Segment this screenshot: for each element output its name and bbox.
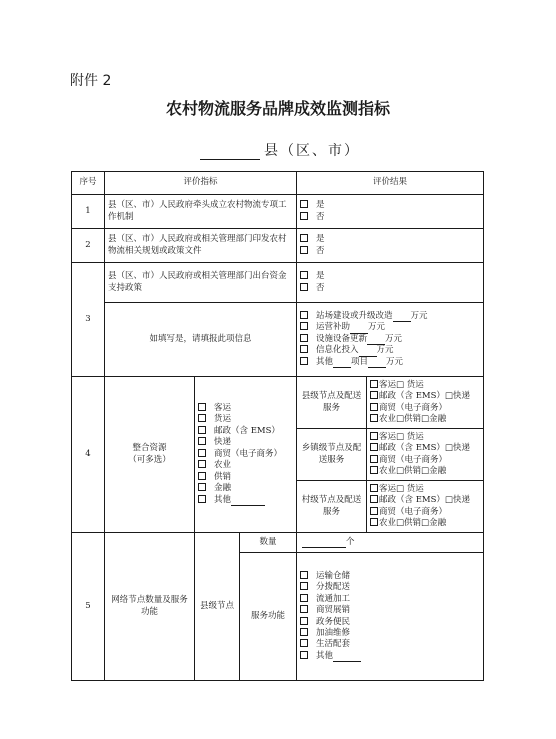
checkbox[interactable] bbox=[300, 345, 308, 353]
result-options bbox=[297, 229, 484, 263]
yes-label: 是 bbox=[316, 200, 325, 211]
funding-items bbox=[297, 303, 484, 377]
resource-options bbox=[195, 377, 297, 533]
function-item: 其他 bbox=[316, 650, 334, 661]
checkbox[interactable] bbox=[300, 311, 308, 319]
count-label: 数量 bbox=[240, 533, 297, 553]
page-title: 农村物流服务品牌成效监测指标 bbox=[165, 99, 390, 118]
count-cell bbox=[297, 533, 484, 553]
checkbox[interactable] bbox=[300, 234, 308, 242]
funding-item: 设施设备更新 bbox=[316, 333, 368, 344]
result-options bbox=[297, 263, 484, 303]
table-row bbox=[72, 533, 484, 553]
checkbox[interactable] bbox=[198, 472, 206, 480]
item-label: 项目 bbox=[351, 356, 369, 367]
function-label: 服务功能 bbox=[240, 553, 297, 681]
level-line: 邮政（含 EMS）□快递 bbox=[379, 443, 470, 454]
level-line: 商贸（电子商务） bbox=[379, 402, 448, 413]
count-blank[interactable] bbox=[302, 538, 346, 548]
checkbox[interactable] bbox=[300, 357, 308, 365]
checkbox[interactable] bbox=[300, 617, 308, 625]
level-line: 农业□供销□金融 bbox=[379, 465, 447, 476]
table-row bbox=[72, 377, 484, 429]
checkbox[interactable] bbox=[300, 246, 308, 254]
level-line: 商贸（电子商务） bbox=[379, 506, 448, 517]
function-item: 生活配套 bbox=[316, 639, 351, 650]
level-label: 村级节点及配送服务 bbox=[297, 481, 367, 533]
level-line: 邮政（含 EMS）□快递 bbox=[379, 391, 470, 402]
checkbox[interactable] bbox=[370, 518, 378, 526]
county-label: 县（区、市） bbox=[264, 143, 360, 159]
row-number: 5 bbox=[72, 533, 105, 681]
checkbox[interactable] bbox=[300, 639, 308, 647]
option-label: 快递 bbox=[214, 437, 232, 448]
resource-sub: （可多选） bbox=[128, 454, 171, 465]
checkbox[interactable] bbox=[370, 495, 378, 503]
checkbox[interactable] bbox=[300, 605, 308, 613]
level-label: 县级节点及配送服务 bbox=[297, 377, 367, 429]
item-blank[interactable] bbox=[333, 358, 351, 368]
count-unit: 个 bbox=[346, 536, 355, 547]
no-label: 否 bbox=[316, 245, 325, 256]
checkbox[interactable] bbox=[300, 271, 308, 279]
level-label: 乡镇级节点及配送服务 bbox=[297, 429, 367, 481]
attachment-label: 附件 2 bbox=[70, 73, 112, 89]
indicator-text: 县（区、市）人民政府牵头成立农村物流专项工作机制 bbox=[105, 195, 297, 229]
level-options bbox=[367, 377, 484, 429]
indicator-table bbox=[71, 171, 484, 681]
yes-label: 是 bbox=[316, 234, 325, 245]
indicator-text: 县（区、市）人民政府或相关管理部门出台资金支持政策 bbox=[105, 263, 297, 303]
checkbox[interactable] bbox=[300, 212, 308, 220]
checkbox[interactable] bbox=[300, 200, 308, 208]
amount-blank[interactable] bbox=[359, 347, 377, 357]
no-label: 否 bbox=[316, 211, 325, 222]
funding-item: 信息化投入 bbox=[316, 345, 359, 356]
checkbox[interactable] bbox=[370, 403, 378, 411]
level-line: 邮政（含 EMS）□快递 bbox=[379, 495, 470, 506]
level-line: 农业□供销□金融 bbox=[379, 413, 447, 424]
amount-blank[interactable] bbox=[368, 358, 386, 368]
node-label: 县级节点 bbox=[195, 533, 240, 681]
function-item: 运输仓储 bbox=[316, 570, 351, 581]
level-line: 客运□ 货运 bbox=[379, 431, 424, 442]
unit-label: 万元 bbox=[376, 345, 394, 356]
checkbox[interactable] bbox=[300, 571, 308, 579]
level-line: 商贸（电子商务） bbox=[379, 454, 448, 465]
function-item: 加油维修 bbox=[316, 627, 351, 638]
checkbox[interactable] bbox=[198, 449, 206, 457]
checkbox[interactable] bbox=[198, 403, 206, 411]
result-options bbox=[297, 195, 484, 229]
row-number: 2 bbox=[72, 229, 105, 263]
checkbox[interactable] bbox=[370, 507, 378, 515]
unit-label: 万元 bbox=[386, 356, 404, 367]
checkbox[interactable] bbox=[198, 437, 206, 445]
funding-item: 站场建设或升级改造 bbox=[316, 310, 393, 321]
checkbox[interactable] bbox=[370, 443, 378, 451]
option-label: 商贸（电子商务） bbox=[214, 448, 283, 459]
unit-label: 万元 bbox=[368, 322, 386, 333]
row-number: 3 bbox=[72, 263, 105, 377]
checkbox[interactable] bbox=[198, 495, 206, 503]
checkbox[interactable] bbox=[370, 391, 378, 399]
option-label: 供销 bbox=[214, 471, 232, 482]
checkbox[interactable] bbox=[300, 322, 308, 330]
table-row bbox=[72, 263, 484, 303]
no-label: 否 bbox=[316, 282, 325, 293]
level-line: 客运□ 货运 bbox=[379, 379, 424, 390]
network-label: 网络节点数量及服务功能 bbox=[105, 533, 195, 681]
checkbox[interactable] bbox=[198, 483, 206, 491]
checkbox[interactable] bbox=[300, 334, 308, 342]
table-row bbox=[72, 195, 484, 229]
county-blank[interactable] bbox=[200, 145, 260, 160]
checkbox[interactable] bbox=[300, 594, 308, 602]
row-number: 1 bbox=[72, 195, 105, 229]
fill-note: 如填写是，请填报此项信息 bbox=[105, 303, 297, 377]
checkbox[interactable] bbox=[370, 414, 378, 422]
table-row bbox=[72, 229, 484, 263]
checkbox[interactable] bbox=[300, 651, 308, 659]
option-label: 邮政（含 EMS） bbox=[214, 425, 280, 436]
checkbox[interactable] bbox=[198, 426, 206, 434]
checkbox[interactable] bbox=[300, 582, 308, 590]
checkbox[interactable] bbox=[198, 460, 206, 468]
checkbox[interactable] bbox=[300, 628, 308, 636]
function-options bbox=[297, 553, 484, 681]
funding-item: 其他 bbox=[316, 356, 334, 367]
amount-blank[interactable] bbox=[393, 312, 411, 322]
option-label: 其他 bbox=[214, 494, 232, 505]
function-item: 政务便民 bbox=[316, 616, 351, 627]
checkbox[interactable] bbox=[370, 466, 378, 474]
resource-label-cell bbox=[105, 377, 195, 533]
checkbox[interactable] bbox=[370, 484, 378, 492]
checkbox[interactable] bbox=[370, 455, 378, 463]
function-item: 流通加工 bbox=[316, 593, 351, 604]
level-line: 客运□ 货运 bbox=[379, 483, 424, 494]
option-label: 货运 bbox=[214, 414, 232, 425]
resource-label: 整合资源 bbox=[132, 443, 167, 454]
other-blank[interactable] bbox=[231, 496, 265, 506]
unit-label: 万元 bbox=[410, 310, 428, 321]
checkbox[interactable] bbox=[370, 432, 378, 440]
county-line bbox=[200, 140, 360, 160]
funding-item: 运营补助 bbox=[316, 322, 351, 333]
other-blank[interactable] bbox=[333, 652, 361, 662]
header-result: 评价结果 bbox=[297, 172, 484, 195]
header-indicator: 评价指标 bbox=[105, 172, 297, 195]
function-item: 分拨配送 bbox=[316, 582, 351, 593]
unit-label: 万元 bbox=[385, 333, 403, 344]
table-header-row bbox=[72, 172, 484, 195]
option-label: 农业 bbox=[214, 460, 232, 471]
yes-label: 是 bbox=[316, 271, 325, 282]
level-options bbox=[367, 429, 484, 481]
checkbox[interactable] bbox=[300, 283, 308, 291]
amount-blank[interactable] bbox=[367, 335, 385, 345]
row-number: 4 bbox=[72, 377, 105, 533]
level-line: 农业□供销□金融 bbox=[379, 517, 447, 528]
indicator-text: 县（区、市）人民政府或相关管理部门印发农村物流相关规划或政策文件 bbox=[105, 229, 297, 263]
amount-blank[interactable] bbox=[350, 324, 368, 334]
option-label: 客运 bbox=[214, 402, 232, 413]
level-options bbox=[367, 481, 484, 533]
header-no: 序号 bbox=[72, 172, 105, 195]
function-item: 商贸展销 bbox=[316, 605, 351, 616]
option-label: 金融 bbox=[214, 483, 232, 494]
checkbox[interactable] bbox=[198, 414, 206, 422]
checkbox[interactable] bbox=[370, 380, 378, 388]
table-row bbox=[72, 303, 484, 377]
